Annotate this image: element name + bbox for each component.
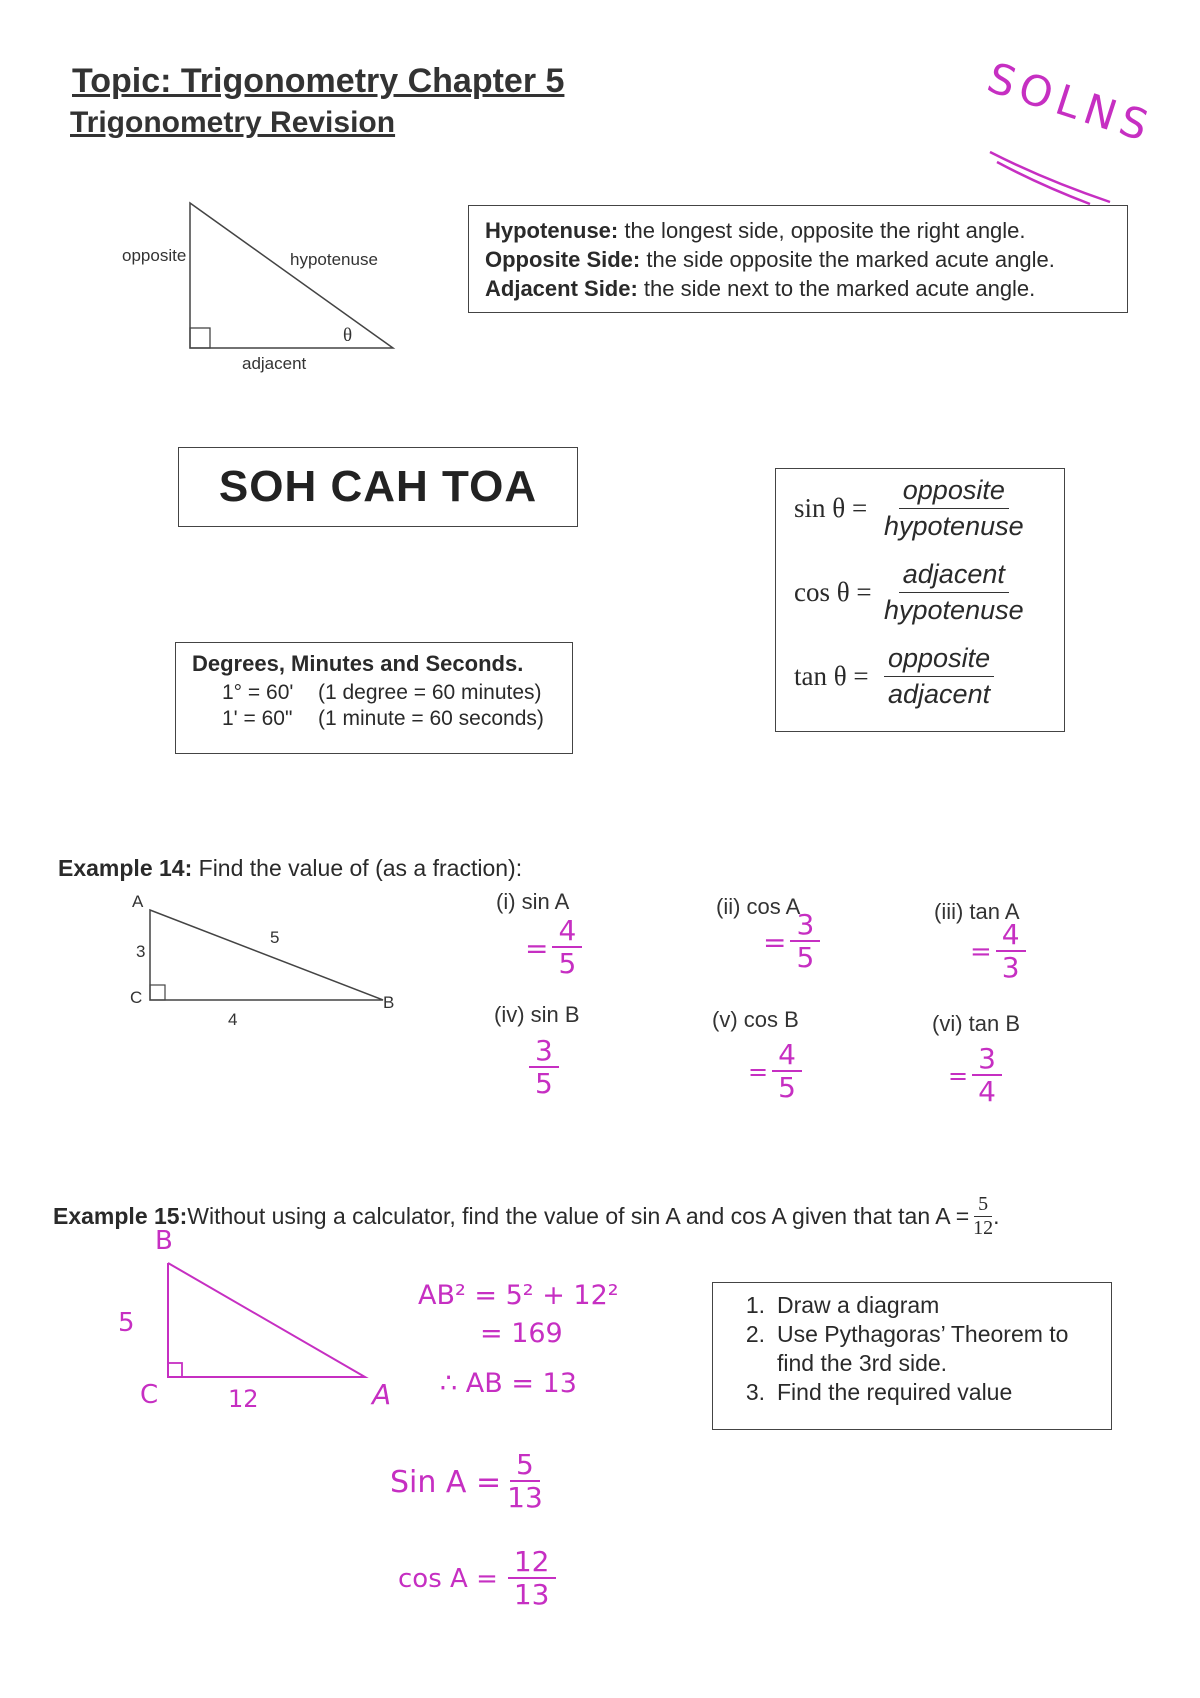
example-14-triangle [145, 905, 395, 1007]
page-subtitle: Trigonometry Revision [70, 106, 396, 139]
hypotenuse-label: hypotenuse [290, 250, 378, 269]
definitions-box [468, 205, 1128, 313]
reference-triangle [185, 198, 405, 358]
sin-a-answer: Sin A = $\frac{5}{13}$ [390, 1448, 543, 1514]
side-cb-label: 4 [228, 1010, 238, 1029]
given-fraction: $\frac{5}{12}$ [973, 1193, 994, 1239]
vertex-c-label: C [130, 988, 143, 1007]
side-ab-label: 5 [270, 928, 280, 947]
steps-box [712, 1282, 1112, 1430]
answer-ii: = $\frac{3}{5}$ [763, 910, 820, 974]
adjacent-label: adjacent [242, 354, 307, 373]
tan-ratio: tan θ = $\frac{\text{opposite}}{\text{adjacent}}$ [794, 643, 994, 710]
example-15-triangle [160, 1255, 380, 1395]
answer-v: = $\frac{4}{5}$ [748, 1040, 802, 1104]
answer-vi: = $\frac{3}{4}$ [948, 1044, 1002, 1108]
part-iii-label: (iii) tan A [934, 899, 1020, 924]
step-item: 1. Draw a diagram [745, 1292, 940, 1318]
cos-a-answer: cos A = $\frac{12}{13}$ [398, 1547, 556, 1611]
vertex-c15-label: C [140, 1380, 159, 1410]
example-14-heading: Example 14: Find the value of (as a fraction): [58, 855, 523, 881]
opposite-label: opposite [122, 246, 187, 265]
side-ac-label: 3 [136, 942, 146, 961]
side-bc15-label: 5 [118, 1308, 135, 1338]
dms-row: 1' = 60" (1 minute = 60 seconds) [222, 707, 544, 730]
part-v-label: (v) cos B [712, 1007, 799, 1032]
sin-ratio: sin θ = $\frac{\text{opposite}}{\text{hypotenuse}}$ [794, 475, 1024, 541]
dms-row: 1° = 60' (1 degree = 60 minutes) [222, 681, 542, 704]
definition-opposite: Opposite Side: the side opposite the marked acute angle. [485, 247, 1055, 272]
part-vi-label: (vi) tan B [932, 1011, 1021, 1036]
definition-hypotenuse: Hypotenuse: the longest side, opposite the right angle. [485, 218, 1026, 243]
dms-box [175, 642, 573, 754]
part-i-label: (i) sin A [496, 889, 570, 914]
vertex-a-label: A [132, 892, 144, 911]
cos-ratio: cos θ = $\frac{\text{adjacent}}{\text{hypotenuse}}$ [794, 559, 1024, 625]
step-item: 2. Use Pythagoras’ Theorem to find the 3rd side. [745, 1321, 1069, 1376]
part-iv-label: (iv) sin B [494, 1002, 580, 1027]
ratios-box [775, 468, 1065, 732]
mnemonic-box: SOH CAH TOA [178, 447, 578, 527]
part-ii-label: (ii) cos A [716, 894, 801, 919]
theta-label: θ [343, 325, 353, 346]
pythagoras-line-1: AB² = 5² + 12² [418, 1280, 619, 1311]
vertex-b15-label: B [155, 1226, 173, 1256]
dms-heading: Degrees, Minutes and Seconds. [192, 651, 524, 676]
solns-underline [985, 140, 1125, 210]
vertex-a15-label: A [372, 1378, 392, 1411]
answer-i: = $\frac{4}{5}$ [525, 916, 582, 980]
pythagoras-line-3: ∴ AB = 13 [440, 1368, 577, 1399]
vertex-b-label: B [383, 993, 395, 1012]
step-item: 3. Find the required value [745, 1379, 1013, 1405]
example-15-heading: Example 15: Without using a calculator, find the value of sin A and cos A given that tan A = $\frac{5}{12}$ . [53, 1193, 1000, 1239]
answer-iii: = $\frac{4}{3}$ [970, 920, 1026, 984]
side-ca15-label: 12 [228, 1385, 259, 1413]
pythagoras-line-2: = 169 [480, 1318, 563, 1349]
solns-annotation: SOLNS [981, 52, 1160, 153]
page-title: Topic: Trigonometry Chapter 5 [72, 62, 565, 100]
answer-iv: 3 5 [525, 1036, 559, 1100]
definition-adjacent: Adjacent Side: the side next to the marked acute angle. [485, 276, 1036, 301]
